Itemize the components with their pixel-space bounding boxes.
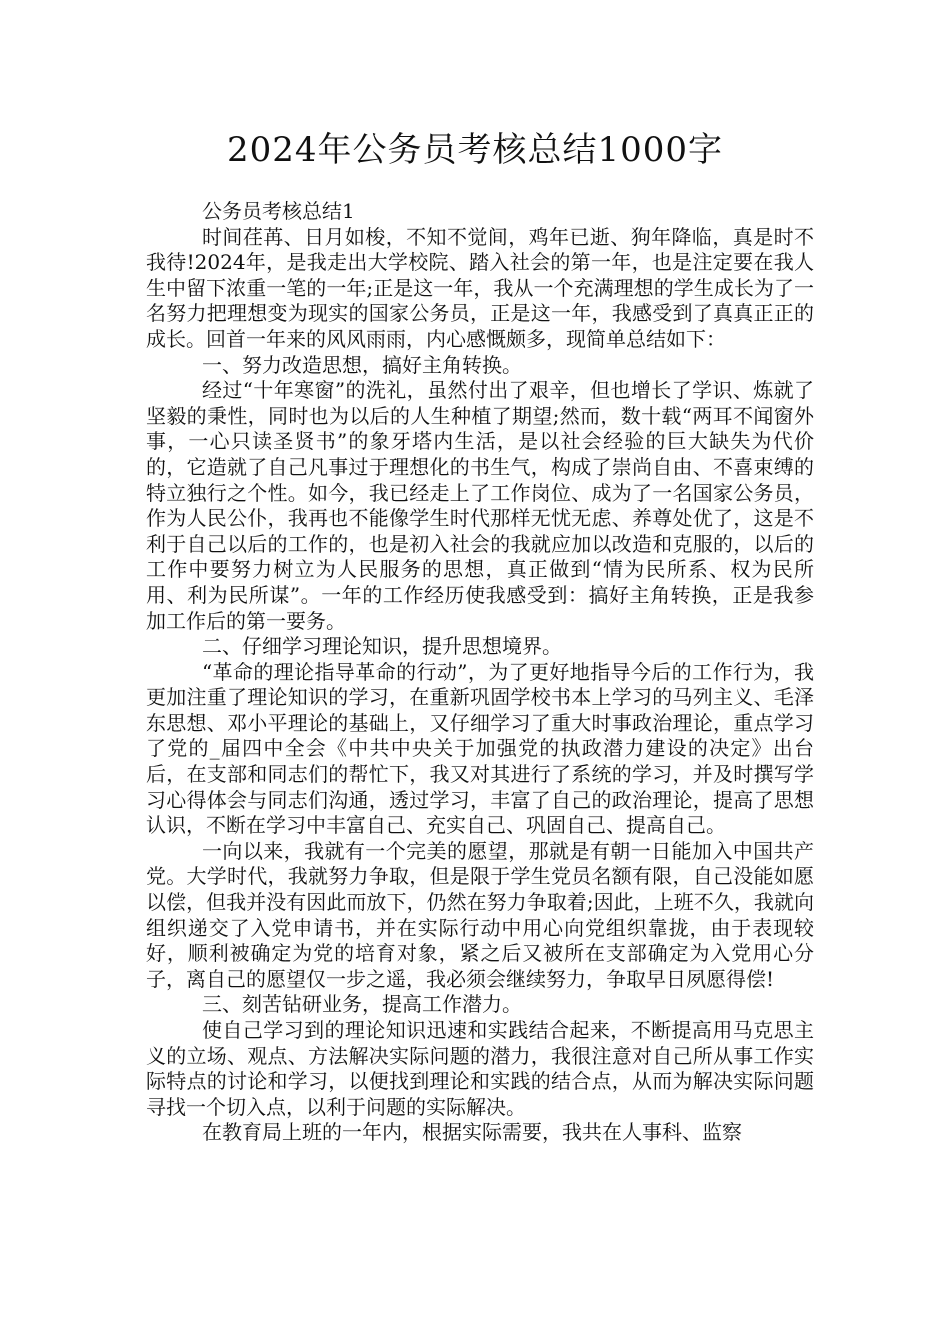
paragraph: 经过“十年寒窗”的洗礼，虽然付出了艰辛，但也增长了学识、炼就了坚毅的秉性，同时也为以后的人生种植了期望;然而，数十载“两耳不闻窗外事，一心只读圣贤书”的象牙塔内生活，是以社会经验的巨大缺失为代价的，它造就了自己凡事过于理想化的书生气，构成了崇尚自由、不喜束缚的特立独行之个性。如今，我已经走上了工作岗位、成为了一名国家公务员，作为人民公仆，我再也不能像学生时代那样无忧无虑、养尊处优了，这是不利于自己以后的工作的，也是初入社会的我就应加以改造和克服的，以后的工作中要努力树立为人民服务的思想，真正做到“情为民所系、权为民所用、利为民所谋”。一年的工作经历使我感受到：搞好主角转换，正是我参加工作后的第一要务。 <box>146 378 814 633</box>
section-heading: 二、仔细学习理论知识，提升思想境界。 <box>202 634 562 659</box>
section-heading: 三、刻苦钻研业务，提高工作潜力。 <box>202 992 522 1017</box>
paragraph: 使自己学习到的理论知识迅速和实践结合起来，不断提高用马克思主义的立场、观点、方法解决实际问题的潜力，我很注意对自己所从事工作实际特点的讨论和学习，以便找到理论和实践的结合点，从而为解决实际问题寻找一个切入点，以利于问题的实际解决。 <box>146 1018 814 1119</box>
paragraph: 一向以来，我就有一个完美的愿望，那就是有朝一日能加入中国共产党。大学时代，我就努力争取，但是限于学生党员名额有限，自己没能如愿以偿，但我并没有因此而放下，仍然在努力争取着;因此，上班不久，我就向组织递交了入党申请书，并在实际行动中用心向党组织靠拢，由于表现较好，顺利被确定为党的培育对象，紧之后又被所在支部确定为入党用心分子，离自己的愿望仅一步之遥，我必须会继续努力，争取早日夙愿得偿! <box>146 838 814 991</box>
section-heading: 一、努力改造思想，搞好主角转换。 <box>202 352 522 377</box>
paragraph: “革命的理论指导革命的行动”，为了更好地指导今后的工作行为，我更加注重了理论知识的学习，在重新巩固学校书本上学习的马列主义、毛泽东思想、邓小平理论的基础上，又仔细学习了重大时事政治理论，重点学习了党的_届四中全会《中共中央关于加强党的执政潜力建设的决定》出台后，在支部和同志们的帮忙下，我又对其进行了系统的学习，并及时撰写学习心得体会与同志们沟通，透过学习，丰富了自己的政治理论，提高了思想认识，不断在学习中丰富自己、充实自己、巩固自己、提高自己。 <box>146 659 814 838</box>
section-heading: 公务员考核总结1 <box>202 199 355 223</box>
paragraph: 时间荏苒、日月如梭，不知不觉间，鸡年已逝、狗年降临，真是时不我待!2024年，是我走出大学校院、踏入社会的第一年，也是注定要在我人生中留下浓重一笔的一年;正是这一年，我从一个充满理想的学生成长为了一名努力把理想变为现实的国家公务员，正是这一年，我感受到了真真正正的成长。回首一年来的风风雨雨，内心感慨颇多，现简单总结如下： <box>146 224 814 351</box>
paragraph: 在教育局上班的一年内，根据实际需要，我共在人事科、监察 <box>202 1120 742 1145</box>
document-title: 2024年公务员考核总结1000字 <box>226 130 724 170</box>
document-body <box>146 199 814 1146</box>
